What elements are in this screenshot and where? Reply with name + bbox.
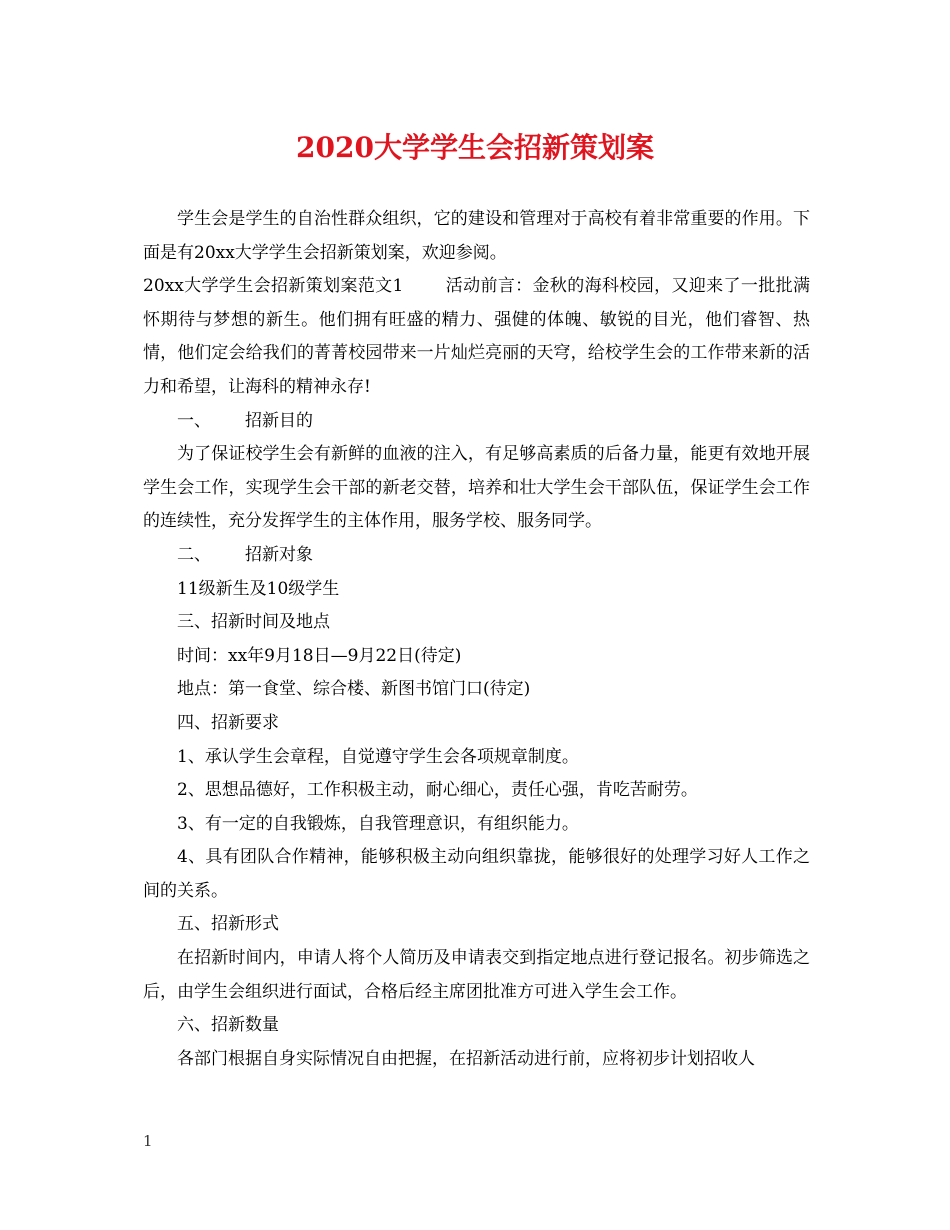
intro-paragraph: 学生会是学生的自治性群众组织，它的建设和管理对于高校有着非常重要的作用。下面是有20xx大学学生会招新策划案，欢迎参阅。 [143, 209, 810, 263]
section-4-item-4: 4、具有团队合作精神，能够积极主动向组织靠拢，能够很好的处理学习好人工作之间的关系。 [143, 847, 810, 901]
page-number: 1 [143, 1132, 153, 1150]
document-body [143, 203, 810, 1076]
section-3-heading: 三、招新时间及地点 [177, 612, 330, 633]
section-5-heading: 五、招新形式 [177, 914, 279, 935]
section-6-heading: 六、招新数量 [177, 1015, 279, 1036]
section-2-heading [143, 539, 810, 573]
section-3-place: 地点：第一食堂、综合楼、新图书馆门口(待定) [177, 679, 531, 700]
section-1-title: 招新目的 [245, 410, 313, 431]
section-1-body: 为了保证校学生会有新鲜的血液的注入，有足够高素质的后备力量，能更有效地开展学生会工作，实现学生会干部的新老交替，培养和壮大学生会干部队伍，保证学生会工作的连续性，充分发挥学生的主体作用，服务学校、服务同学。 [143, 444, 810, 532]
section-1-heading [143, 405, 810, 439]
section-4-item-3: 3、有一定的自我锻炼，自我管理意识，有组织能力。 [177, 813, 579, 834]
section-4-item-2: 2、思想品德好，工作积极主动，耐心细心，责任心强，肯吃苦耐劳。 [177, 780, 698, 801]
section-3-time: 时间：xx年9月18日—9月22日(待定) [177, 645, 462, 666]
section-2-body: 11级新生及10级学生 [177, 578, 340, 599]
section-2-number: 二、 [177, 544, 211, 565]
preface-paragraph [143, 270, 810, 404]
section-1-number: 一、 [177, 410, 211, 431]
sample-label: 20xx大学学生会招新策划案范文1 [143, 276, 404, 297]
preface-text: 活动前言：金秋的海科校园，又迎来了一批批满怀期待与梦想的新生。他们拥有旺盛的精力、强健的体魄、敏锐的目光，他们睿智、热情，他们定会给我们的菁菁校园带来一片灿烂亮丽的天穹，给校学生会的工作带来新的活力和希望，让海科的精神永存! [143, 276, 811, 397]
section-5-body: 在招新时间内，申请人将个人简历及申请表交到指定地点进行登记报名。初步筛选之后，由学生会组织进行面试，合格后经主席团批准方可进入学生会工作。 [143, 948, 810, 1002]
document-title: 2020大学学生会招新策划案 [296, 131, 654, 164]
section-4-heading: 四、招新要求 [177, 712, 279, 733]
section-4-item-1: 1、承认学生会章程，自觉遵守学生会各项规章制度。 [177, 746, 579, 767]
section-2-title: 招新对象 [245, 544, 313, 565]
section-6-body: 各部门根据自身实际情况自由把握，在招新活动进行前，应将初步计划招收人 [177, 1048, 755, 1069]
